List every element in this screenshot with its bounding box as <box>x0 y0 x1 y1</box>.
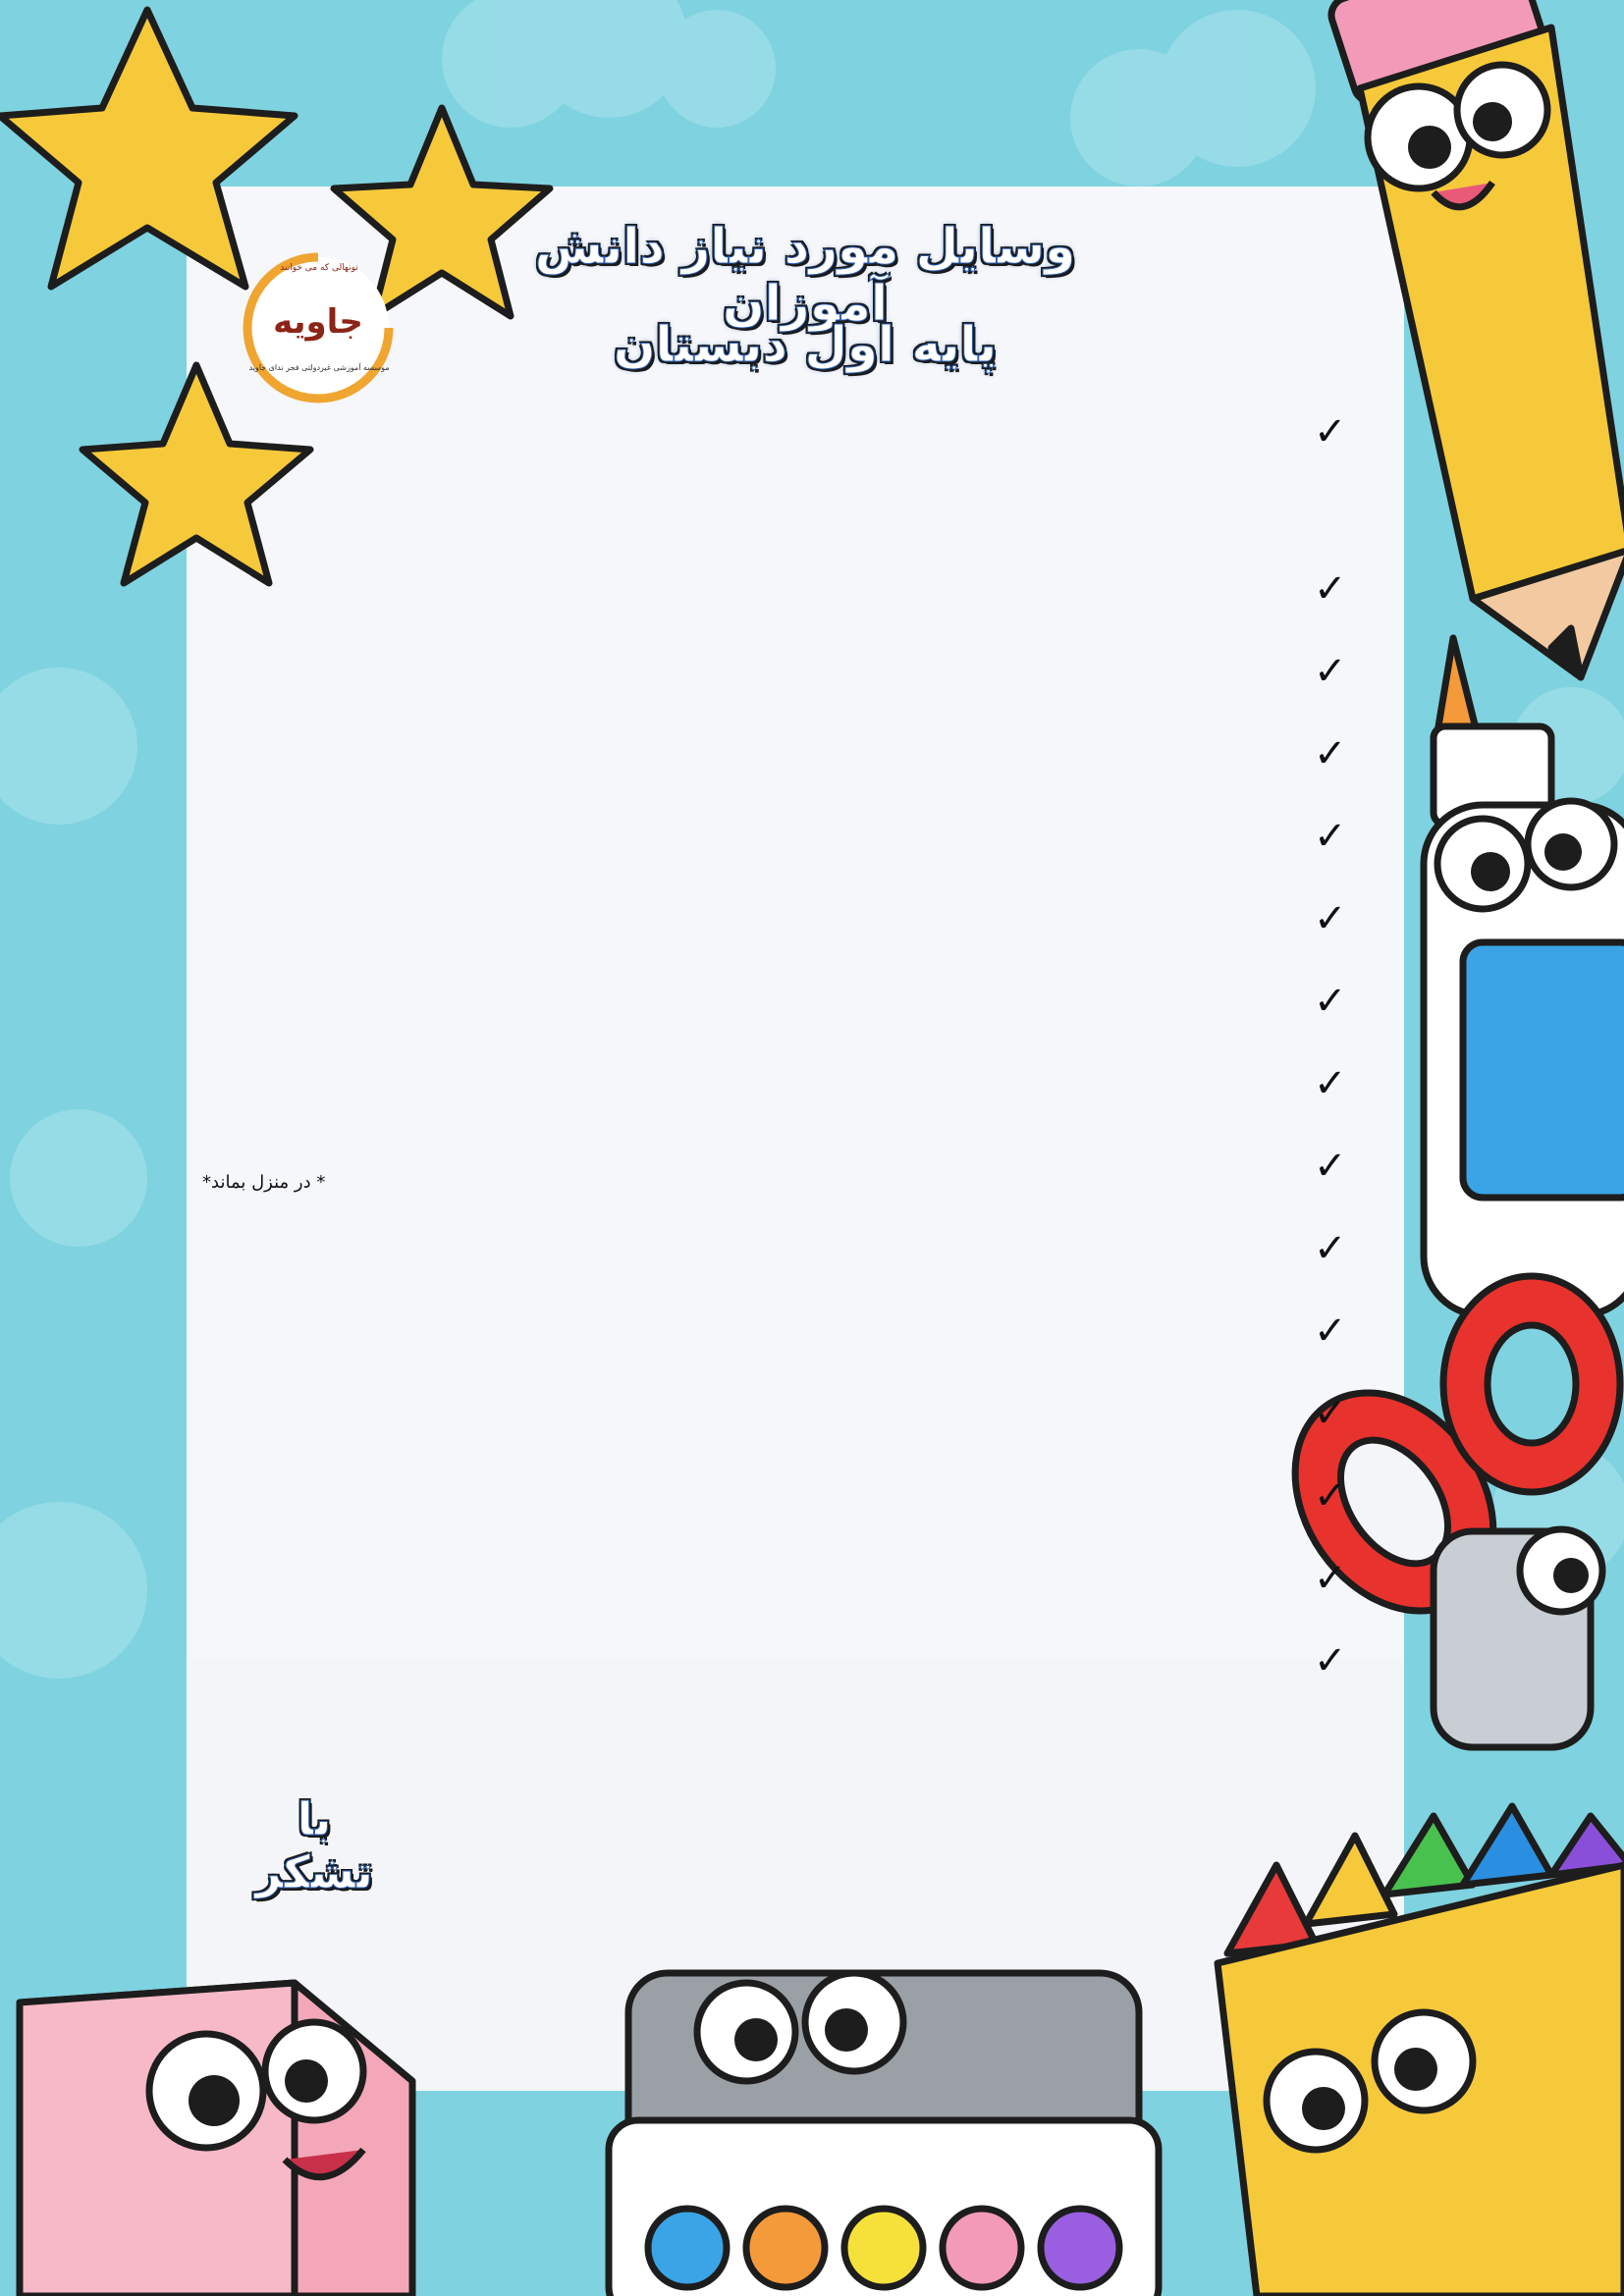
check-icon: ✓ <box>1314 1556 1347 1601</box>
closing-thanks: با تشکر <box>255 1792 373 1898</box>
check-icon: ✓ <box>1314 1061 1347 1106</box>
check-icon: ✓ <box>1314 1226 1347 1271</box>
eraser-character <box>20 1983 412 2296</box>
check-icon: ✓ <box>1314 814 1347 859</box>
check-icon: ✓ <box>1314 979 1347 1024</box>
check-icon: ✓ <box>1314 896 1347 941</box>
check-icon: ✓ <box>1314 1144 1347 1189</box>
logo-name: جاویه <box>273 302 363 342</box>
crayon-box-character <box>1218 1806 1624 2296</box>
check-icon: ✓ <box>1314 1308 1347 1354</box>
check-icon: ✓ <box>1314 409 1347 454</box>
logo-institution: موسسه آموزشی غیردولتی فجر ندای جاوید <box>248 363 390 372</box>
check-icon: ✓ <box>1314 1473 1347 1519</box>
check-icon: ✓ <box>1314 1638 1347 1683</box>
check-icon: ✓ <box>1314 566 1347 612</box>
home-note: * در منزل بماند* <box>202 1172 326 1193</box>
check-icon: ✓ <box>1314 731 1347 776</box>
paint-box-character <box>609 1973 1159 2296</box>
page-subtitle: پایه اول دبستان <box>613 316 998 373</box>
logo-tagline: نونهالی که می خوانند <box>280 263 358 273</box>
page-title: وسایل مورد نیاز دانش آموزان <box>534 218 1076 332</box>
check-icon: ✓ <box>1314 1391 1347 1436</box>
check-icon: ✓ <box>1314 649 1347 694</box>
